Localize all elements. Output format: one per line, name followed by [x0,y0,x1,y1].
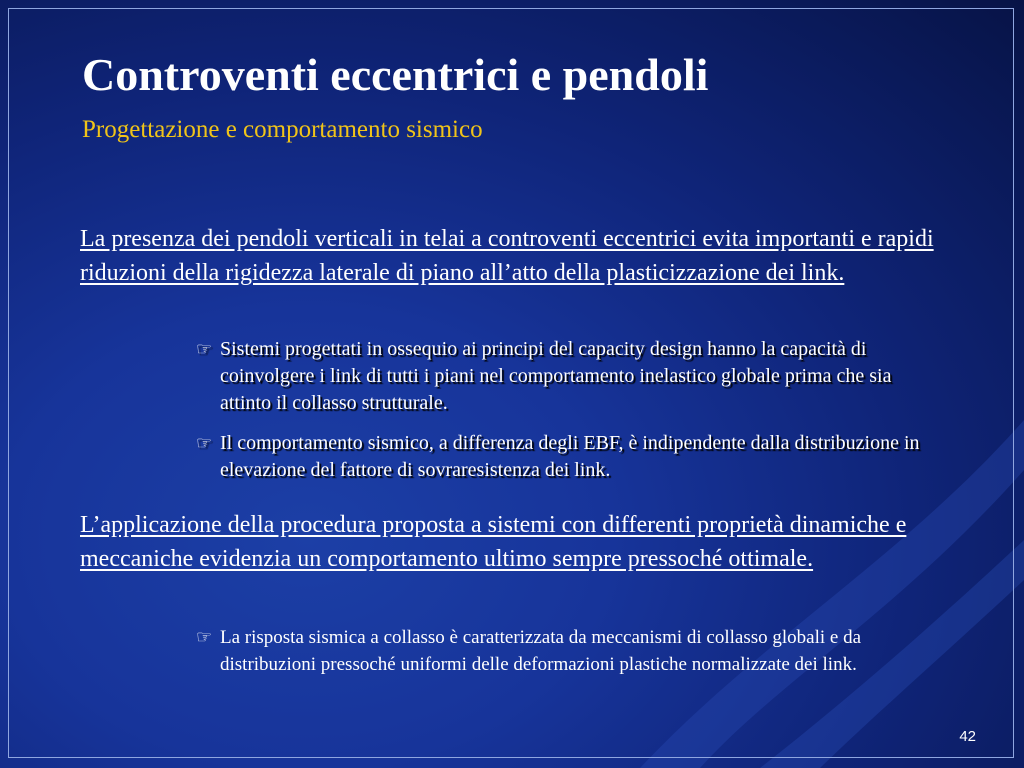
pointing-hand-icon: ☞ [196,339,213,359]
pointing-hand-icon: ☞ [196,433,213,453]
sub-bullet-3 [196,624,946,678]
sub-bullet-3-text: La risposta sismica a collasso è caratterizzata da meccanismi di collasso globali e da distribuzioni pressoché uniformi delle deformazioni plastiche normalizzate dei link. [220,627,861,675]
sub-bullet-1 [196,336,946,417]
page-number: 42 [959,728,976,745]
sub-bullet-1-text: Sistemi progettati in ossequio ai principi del capacity design hanno la capacità di coinvolgere i link di tutti i piani nel comportamento inelastico globale prima che sia attinto il collasso strutturale. [220,338,892,414]
sub-bullet-2-text: Il comportamento sismico, a differenza degli EBF, è indipendente dalla distribuzione in elevazione del fattore di sovraresistenza dei link. [220,432,920,481]
pointing-hand-icon: ☞ [196,627,213,647]
paragraph-1: La presenza dei pendoli verticali in telai a controventi eccentrici evita importanti e rapidi riduzioni della rigidezza laterale di piano all’atto della plasticizzazione dei link. [80,226,934,286]
slide-title: Controventi eccentrici e pendoli [82,49,709,100]
slide-subtitle: Progettazione e comportamento sismico [82,116,483,143]
paragraph-2: L’applicazione della procedura proposta a sistemi con differenti proprietà dinamiche e meccaniche evidenzia un comportamento ultimo sempre pressoché ottimale. [80,512,907,572]
sub-bullet-2 [196,430,946,484]
